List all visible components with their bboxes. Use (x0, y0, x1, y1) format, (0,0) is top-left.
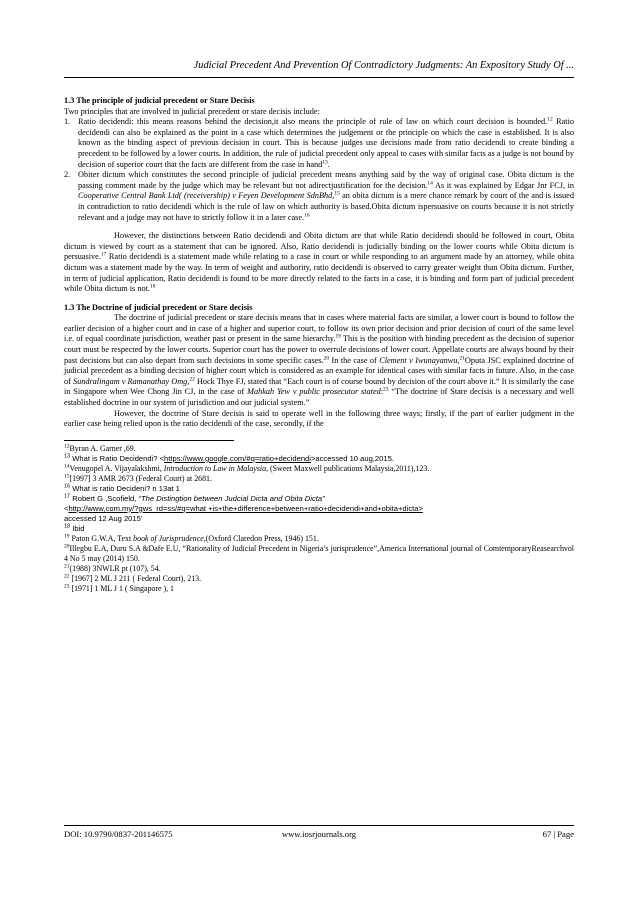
footer-divider (64, 825, 574, 826)
case-name: Mahkah Yew v public prosecutor stated (247, 387, 381, 397)
paragraph-text: However, the distinctions between Ratio decidendi and Obita dictum are that while Ratio decidendi should be followed in court, Obita dictum is viewed by court as a statement that can be ignored. Also, Ratio decidendi is judicially binding on the lower courts while Obita dictum is persuasive. (64, 231, 574, 262)
footnote-ref[interactable]: 16 (304, 211, 310, 218)
footnote-link[interactable]: http://www,com.my/?gws_rd=ss/#q=what +is+the+difference+between+ratio+decidendi+and+obita+dicta> (68, 503, 423, 513)
list-item-ratio-decidendi (64, 117, 574, 170)
footnote-15: $^{15}$[1997] 3 AMR 2673 (Federal Court) at 2681. (64, 473, 212, 483)
footnote-ref[interactable]: 21 (459, 354, 465, 361)
paragraph-text: The doctrine of judicial precedent or stare decisis means that in cases where material facts are similar, a lower court is bound to follow the earlier decision of a higher court and in case of a higher and superior court, to follow its own prior decision and prior decision of court of the same level i.e. of equal coordinate jurisdiction, weather past or present in the same hierarchy. (64, 313, 574, 344)
paragraph-distinctions (64, 231, 574, 295)
footer-page-number: 67 | Page (542, 829, 574, 839)
footnote-ref[interactable]: 22 (189, 376, 195, 383)
footnote-16: $^{16}$ What is ratio Decideni? n 13at 1 (64, 483, 180, 493)
list-number: 1. (64, 117, 71, 127)
footnote-ref[interactable]: 14 (427, 180, 433, 186)
list-item-obiter-dictum (64, 170, 574, 223)
footnote-14: $^{14}$Venugopel A. Vijayalakshmi, Introduction to Law in Malaysia, (Sweet Maxwell publications Malaysia,2011),123. (64, 463, 430, 473)
footnote-12: $^{12}$Byran A. Garner ,69. (64, 443, 136, 453)
footnote-ref[interactable]: 12 (547, 116, 553, 123)
list-number: 2. (64, 170, 71, 180)
article-body (64, 96, 574, 594)
case-name: Sundralingam v Ramanathay Omg (72, 376, 188, 386)
case-name: Cooperative Central Bank Ltd( (receivership) v Feyen Development SdnBhd (78, 191, 333, 201)
item-text: Obiter dictum which constitutes the second principle of judicial precedent means anything said by the way of original case. Obita dictum is the passing comment made by the judge which may be relevant but not adirectjustification for the decision. (78, 170, 574, 190)
paragraph-text: Hock Thye FJ, stated that “Each court is of course bound by decision of the court above it.” It is similarly the case in Singapore when Wee Chong Jin CJ, in the case of (64, 376, 574, 397)
footnote-ref[interactable]: 18 (149, 283, 156, 290)
footer-website[interactable]: www.iosrjournals.org (281, 829, 357, 839)
footnote-ref[interactable]: 19 (335, 333, 341, 340)
footnote-ref[interactable]: 13 (322, 158, 328, 165)
section-intro: Two principles that are involved in judicial precedent or stare decisis include: (64, 106, 320, 116)
footnote-19: $^{19}$ Paton G.W.A, Text book of Jurisprudence,(Oxford Claredon Press, 1946) 151. (64, 533, 319, 543)
footnote-ref[interactable]: 15 (334, 190, 340, 197)
paragraph-operation: However, the doctrine of Stare decisis is said to operate well in the following three ways; firstly, if the part of earlier judgment in the earlier case being relied upon is the ratio decidendi of the case, secondly, if the (64, 408, 574, 429)
running-header: Judicial Precedent And Prevention Of Contradictory Judgments: An Expository Study Of ... (193, 60, 574, 71)
paragraph-text: “The doctrine of Stare decisis is a necessary and well established doctrine in our system of jurisdiction and our judicial system.” (64, 387, 574, 408)
footer-doi: DOI: 10.9790/0837-201146575 (64, 829, 173, 839)
footnote-20: $^{20}$Illegbu E.A, Duru S.A &Dafe E.U, “Rationality of Judicial Precedent in Nigeria’s jurisprudence”,America International journal of ComtemporaryReasearchvol 4 No 5 may (2014) 150. (64, 543, 574, 563)
item-text: , (332, 191, 335, 201)
paragraph-text: This is the position with binding precedent as the decision of superior court must be respected by the lower courts. Superior court has the power to overrule decisions of lower court. Appellate courts are always bound by their past decisions but can also depart from such decisions in some specific cases. (64, 334, 574, 365)
footnote-17: $^{17}$ Robert G ,Scofield, “The Distingtion between Judcial Dicta and Obita Dicta” <http://www,com.my/?gws_rd=ss/#q=what +is+the+difference+between+ratio+decidendi+and+obita+dicta> accessed 12 Aug 2015’ (64, 493, 423, 523)
section-heading-principle: 1.3 The principle of judicial precedent or Stare Decisis (64, 96, 255, 105)
case-name: Clement v Iwunayanwu (379, 355, 458, 365)
paragraph-text: , (457, 355, 460, 365)
paragraph-doctrine (64, 313, 574, 408)
footnote-ref[interactable]: 20 (323, 354, 330, 361)
paragraph-text: Ratio decidendi is a statement made while relating to a case in court or while responding to an argument made by an attorney, while obita dictum was a statement made by the way. In term of weight and authority, ratio decidendi is observed to carry greater weight than Obita dictum. Further, in term of judicial application, Ratio decidendi is found to be more directly related to the facts in a case, it is binding and form part of judicial precedent while Obita dictum is not. (64, 252, 574, 294)
item-text: Ratio decidendi can also be explained as the point in a case which determines the judgement or the principle on which the case is established. It is also known as the binding aspect of previous decision in court. This is because judges use decisions made from ratio decidendi to create binding a precedent to be followed by a lower courts. In addition, the rule of judicial precedent only appeal to cases with similar facts as a judge is not bound by decision of superior court that the facts are different from the case in hand (78, 117, 574, 169)
footnote-13: $^{13}$ What is Ratio Decidendi? <https://www.google.com/#q=ratio+decidendi>accessed 10 aug,2015. (64, 453, 394, 463)
footnote-21: $^{21}$(1988) 3NWLR pt (107), 54. (64, 563, 161, 573)
footnote-23: $^{23}$ [1971] 1 ML J 1 ( Singapore ), 1 (64, 583, 174, 593)
paragraph-text: In the case of (329, 355, 380, 365)
section-heading-doctrine: 1.3 The Doctrine of judicial precedent or Stare decisis (64, 302, 253, 312)
paragraph-text: : (380, 387, 384, 397)
item-text: . (327, 159, 330, 169)
footnote-22: $^{22}$ [1967] 2 ML J 211 ( Federal Court), 213. (64, 573, 202, 583)
footnote-ref[interactable]: 23 (383, 386, 389, 393)
footnote-18: $^{18}$ Ibid (64, 523, 85, 533)
item-text: As it was explained by Edgar Jnr FCJ, in (432, 180, 574, 190)
item-text: an obita dictum is a mere chance remark by court of the and is issued in contradiction to ratio decidendi which is the rule of law on which authority is based.Obita dictum ispersuasive on courts because it is not strictly relevant and a judge may not have to strictly follow it in a later case. (78, 191, 574, 222)
footnote-divider (64, 440, 234, 441)
item-text: Ratio decidendi: this means reasons behind the decision,it also means the principle of rule of law on which court decision is bounded. (78, 117, 548, 127)
header-divider (64, 77, 574, 78)
paragraph-text: , (187, 376, 190, 386)
footnote-ref[interactable]: 17 (100, 251, 107, 258)
paragraph-text: Oputa JSC explained doctrine of judicial precedent as a binding decision of higher court which is considered as an example for identical cases with similar facts in future. Also, in the case of (64, 355, 574, 386)
footnote-link[interactable]: https://www.google.com/#q=ratio+decidendi (164, 453, 311, 463)
